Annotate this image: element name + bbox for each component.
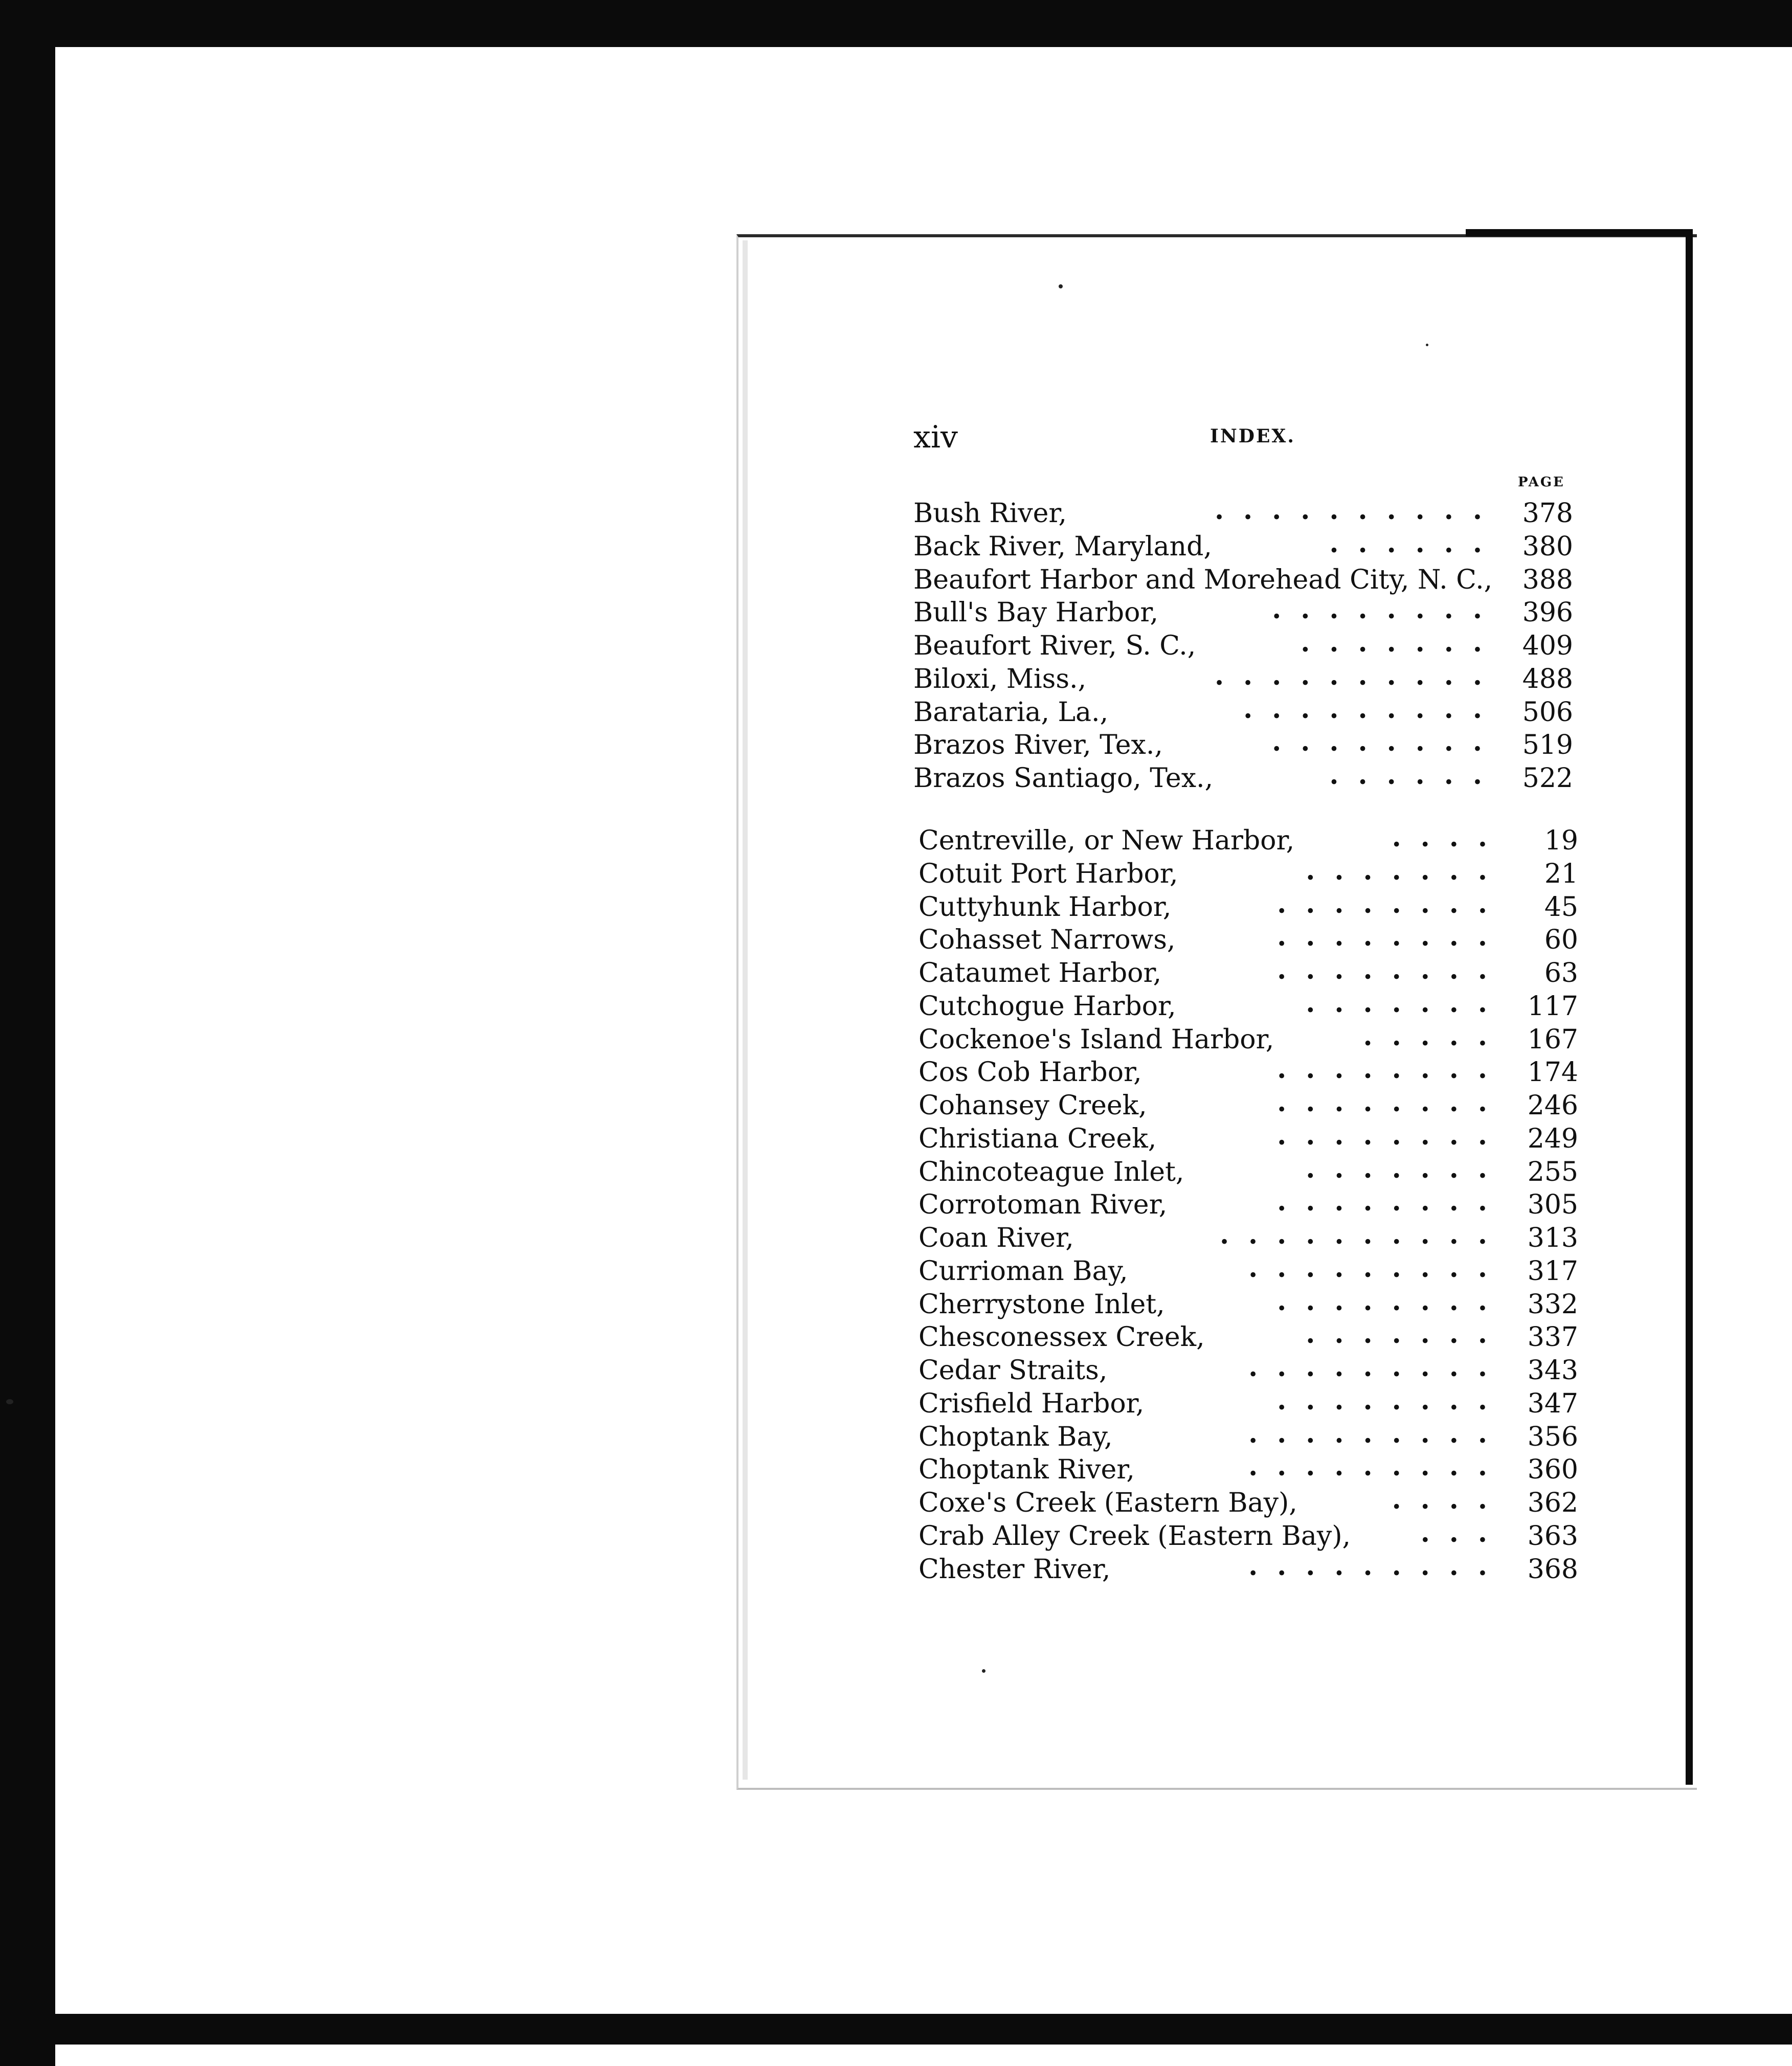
index-entry-name: Brazos River, Tex., bbox=[913, 730, 1163, 760]
index-entry-name: Bush River, bbox=[913, 498, 1067, 529]
dot-leader: ........ bbox=[1272, 594, 1502, 625]
index-entry-name: Beaufort Harbor and Morehead City, N. C., bbox=[913, 565, 1493, 595]
index-entry-page: 347 bbox=[1527, 1388, 1578, 1419]
scan-border-top bbox=[0, 0, 1792, 47]
dot-leader: .......... bbox=[1214, 495, 1502, 526]
index-entry bbox=[919, 1219, 1583, 1254]
index-entry-name: Chester River, bbox=[919, 1554, 1111, 1585]
index-entry-page: 63 bbox=[1544, 958, 1578, 989]
index-entry bbox=[913, 497, 1578, 530]
scan-speck bbox=[1059, 284, 1063, 288]
index-entry bbox=[919, 1053, 1583, 1089]
index-entry bbox=[919, 1387, 1583, 1420]
index-entry bbox=[913, 530, 1578, 563]
dot-leader: ........ bbox=[1277, 954, 1507, 985]
dot-leader: ..... bbox=[1363, 1021, 1507, 1052]
index-entry bbox=[913, 726, 1578, 761]
index-entry-name: Choptank Bay, bbox=[919, 1422, 1113, 1452]
page-column-header: PAGE bbox=[1518, 475, 1565, 490]
index-entry-name: Cockenoe's Island Harbor, bbox=[919, 1024, 1274, 1055]
dot-leader: ........ bbox=[1272, 726, 1502, 757]
index-entry-page: 246 bbox=[1527, 1090, 1578, 1121]
index-entry bbox=[919, 1122, 1583, 1155]
index-entry-name: Cuttyhunk Harbor, bbox=[919, 892, 1172, 923]
scan-speck bbox=[6, 1399, 13, 1404]
index-entry bbox=[919, 1023, 1583, 1056]
index-entry-page: 388 bbox=[1522, 565, 1573, 595]
index-entry bbox=[919, 1553, 1583, 1586]
dot-leader: ...... bbox=[1329, 528, 1502, 559]
scan-speck bbox=[982, 1669, 985, 1673]
page-folio: xiv bbox=[913, 419, 958, 455]
index-entry-page: 174 bbox=[1527, 1057, 1578, 1088]
index-entry-name: Cos Cob Harbor, bbox=[919, 1057, 1142, 1088]
facing-page-edge-right bbox=[1686, 229, 1693, 1785]
index-entry-name: Cotuit Port Harbor, bbox=[919, 859, 1178, 889]
index-entry-page: 378 bbox=[1522, 498, 1573, 529]
index-entry-name: Cohansey Creek, bbox=[919, 1090, 1147, 1121]
index-entry-name: Choptank River, bbox=[919, 1454, 1135, 1485]
index-entry-page: 332 bbox=[1527, 1289, 1578, 1320]
index-entry-page: 488 bbox=[1522, 664, 1573, 694]
index-entry-name: Chincoteague Inlet, bbox=[919, 1157, 1184, 1187]
index-entry bbox=[913, 596, 1578, 629]
index-entry-page: 19 bbox=[1544, 825, 1578, 856]
index-entry bbox=[919, 954, 1583, 990]
index-entry bbox=[913, 564, 1578, 596]
index-entry bbox=[919, 921, 1583, 956]
running-head-title: INDEX. bbox=[1210, 425, 1295, 447]
dot-leader: ......... bbox=[1243, 693, 1502, 725]
dot-leader: ........ bbox=[1277, 1286, 1507, 1317]
index-entry bbox=[919, 1484, 1583, 1519]
facing-page-edge-top bbox=[1466, 229, 1691, 236]
dot-leader: ... bbox=[1420, 1517, 1507, 1548]
index-entry-page: 343 bbox=[1527, 1355, 1578, 1386]
index-entry bbox=[919, 1188, 1583, 1221]
dot-leader: ........ bbox=[1277, 1186, 1507, 1217]
index-entry-page: 117 bbox=[1527, 991, 1578, 1022]
index-entry-page: 356 bbox=[1527, 1422, 1578, 1452]
scan-border-bottom bbox=[0, 2014, 1792, 2045]
index-entry-name: Cedar Straits, bbox=[919, 1355, 1108, 1386]
dot-leader: ....... bbox=[1306, 1318, 1507, 1350]
index-entry bbox=[919, 1153, 1583, 1188]
dot-leader: ........ bbox=[1277, 888, 1507, 919]
dot-leader: ........ bbox=[1277, 1087, 1507, 1118]
index-entry-page: 362 bbox=[1527, 1488, 1578, 1518]
index-entry-name: Christiana Creek, bbox=[919, 1124, 1157, 1154]
index-entry-name: Back River, Maryland, bbox=[913, 531, 1212, 562]
scan-border-left bbox=[0, 0, 55, 2066]
index-entry-name: Cohasset Narrows, bbox=[919, 925, 1176, 955]
index-entry bbox=[913, 759, 1578, 795]
index-entry bbox=[919, 888, 1583, 924]
index-entry-name: Cataumet Harbor, bbox=[919, 958, 1162, 989]
index-entry-page: 506 bbox=[1522, 697, 1573, 728]
index-entry-name: Cutchogue Harbor, bbox=[919, 991, 1176, 1022]
index-entry bbox=[919, 1288, 1583, 1321]
index-entry-name: Currioman Bay, bbox=[919, 1256, 1128, 1287]
dot-leader: .... bbox=[1392, 822, 1507, 853]
dot-leader: ......... bbox=[1248, 1352, 1507, 1383]
index-entry-page: 522 bbox=[1522, 763, 1573, 794]
index-entry bbox=[919, 1517, 1583, 1553]
running-head bbox=[913, 419, 1583, 460]
index-entry-page: 249 bbox=[1527, 1124, 1578, 1154]
dot-leader: ......... bbox=[1248, 1418, 1507, 1449]
index-entry-page: 409 bbox=[1522, 631, 1573, 661]
index-entry bbox=[919, 1318, 1583, 1354]
index-entry-name: Beaufort River, S. C., bbox=[913, 631, 1196, 661]
dot-leader: ....... bbox=[1306, 1153, 1507, 1184]
index-entry bbox=[919, 987, 1583, 1023]
scan-speck bbox=[1426, 344, 1428, 346]
index-entry-name: Coan River, bbox=[919, 1223, 1074, 1253]
dot-leader: .......... bbox=[1219, 1219, 1507, 1250]
index-entry-name: Barataria, La., bbox=[913, 697, 1109, 728]
index-entry-page: 368 bbox=[1527, 1554, 1578, 1585]
index-entry-name: Biloxi, Miss., bbox=[913, 664, 1087, 694]
index-entry-name: Centreville, or New Harbor, bbox=[919, 825, 1295, 856]
index-entry-page: 317 bbox=[1527, 1256, 1578, 1287]
index-entry bbox=[913, 660, 1578, 695]
dot-leader: ....... bbox=[1306, 987, 1507, 1019]
index-entry-page: 337 bbox=[1527, 1322, 1578, 1353]
index-entry bbox=[913, 693, 1578, 729]
dot-leader: ...... bbox=[1329, 759, 1502, 791]
index-entry-page: 313 bbox=[1527, 1223, 1578, 1253]
index-entry bbox=[919, 855, 1583, 890]
index-entry bbox=[919, 824, 1583, 857]
index-entry-page: 360 bbox=[1527, 1454, 1578, 1485]
index-entry-name: Crisfield Harbor, bbox=[919, 1388, 1145, 1419]
dot-leader: .......... bbox=[1214, 660, 1502, 691]
index-entry-page: 380 bbox=[1522, 531, 1573, 562]
dot-leader: ........ bbox=[1277, 1120, 1507, 1151]
dot-leader: ....... bbox=[1301, 627, 1502, 658]
index-entry bbox=[919, 1354, 1583, 1387]
index-entry bbox=[919, 1418, 1583, 1453]
dot-leader: ........ bbox=[1277, 1385, 1507, 1416]
index-entry-page: 60 bbox=[1544, 925, 1578, 955]
dot-leader: .... bbox=[1392, 1484, 1507, 1515]
dot-leader: ........ bbox=[1277, 921, 1507, 952]
index-entry bbox=[919, 1089, 1583, 1122]
index-entry-page: 21 bbox=[1544, 859, 1578, 889]
index-entry bbox=[913, 627, 1578, 662]
dot-leader: ........ bbox=[1277, 1053, 1507, 1085]
index-entry bbox=[919, 1252, 1583, 1288]
index-entry bbox=[919, 1453, 1583, 1486]
index-entry-name: Cherrystone Inlet, bbox=[919, 1289, 1165, 1320]
index-entry-page: 255 bbox=[1527, 1157, 1578, 1187]
index-entry-name: Bull's Bay Harbor, bbox=[913, 597, 1159, 628]
index-entry-page: 396 bbox=[1522, 597, 1573, 628]
index-entry-page: 519 bbox=[1522, 730, 1573, 760]
index-entry-name: Brazos Santiago, Tex., bbox=[913, 763, 1214, 794]
index-entry-page: 363 bbox=[1527, 1521, 1578, 1552]
dot-leader: ......... bbox=[1248, 1551, 1507, 1582]
dot-leader: ....... bbox=[1306, 855, 1507, 886]
index-entry-page: 167 bbox=[1527, 1024, 1578, 1055]
index-entry-page: 45 bbox=[1544, 892, 1578, 923]
page-gutter-shadow bbox=[743, 240, 748, 1780]
index-entry-name: Chesconessex Creek, bbox=[919, 1322, 1205, 1353]
dot-leader: ......... bbox=[1248, 1451, 1507, 1482]
index-entry-name: Coxe's Creek (Eastern Bay), bbox=[919, 1488, 1297, 1518]
index-entry-name: Corrotoman River, bbox=[919, 1189, 1168, 1220]
dot-leader: ......... bbox=[1248, 1252, 1507, 1284]
index-entry-page: 305 bbox=[1527, 1189, 1578, 1220]
index-entry-name: Crab Alley Creek (Eastern Bay), bbox=[919, 1521, 1351, 1552]
